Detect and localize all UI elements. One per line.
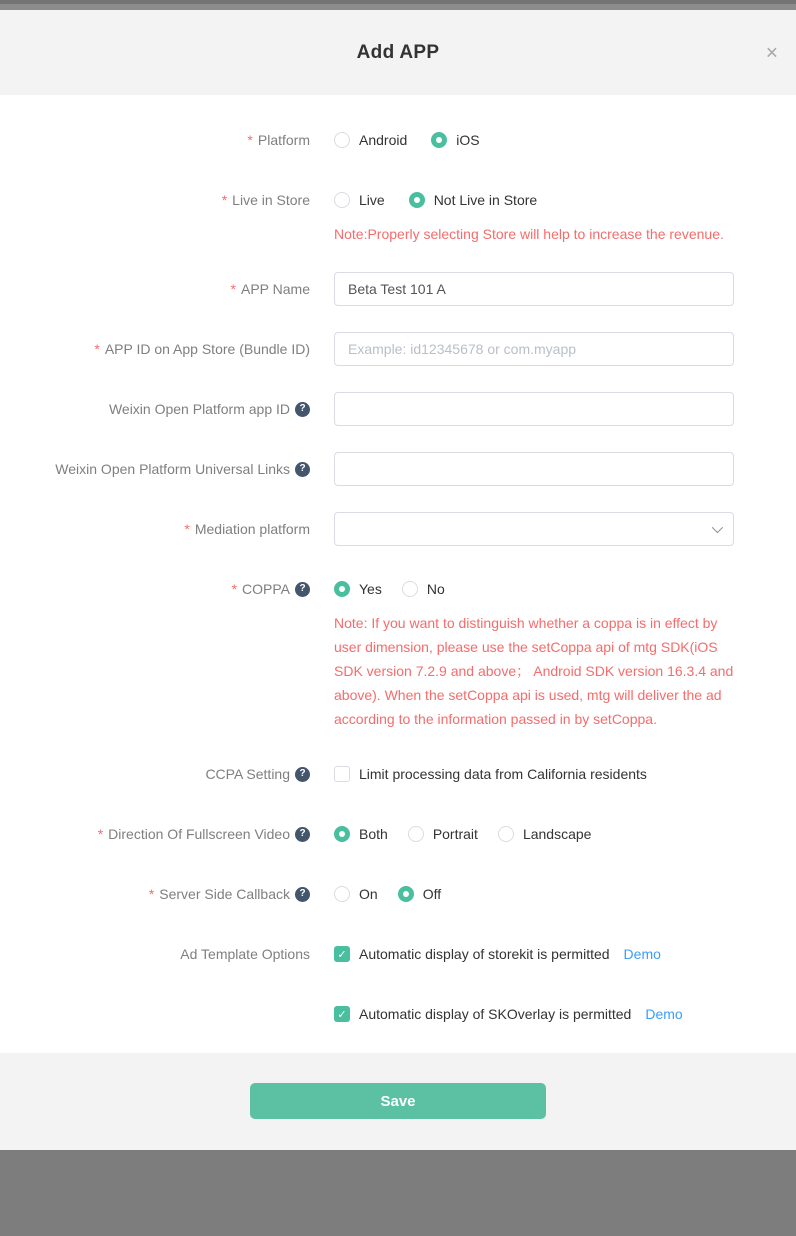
help-icon[interactable]: ? bbox=[295, 582, 310, 597]
checkbox-checked: ✓ bbox=[334, 946, 350, 962]
help-icon[interactable]: ? bbox=[295, 767, 310, 782]
field-label-app-id bbox=[0, 332, 310, 366]
form-row-live-in-store bbox=[0, 183, 796, 246]
field-label-text: Direction Of Fullscreen Video bbox=[108, 826, 290, 842]
field-label-weixin-app-id bbox=[0, 392, 310, 426]
field-label-platform bbox=[0, 123, 310, 157]
radio-direction-both[interactable] bbox=[334, 826, 388, 842]
field-label-text: Server Side Callback bbox=[159, 886, 290, 902]
radio-circle bbox=[408, 826, 424, 842]
radio-circle bbox=[498, 826, 514, 842]
radio-label: iOS bbox=[456, 132, 480, 148]
field-label-text: APP Name bbox=[241, 281, 310, 297]
checkbox-label: Limit processing data from California residents bbox=[359, 766, 647, 782]
radio-label: Not Live in Store bbox=[433, 192, 538, 208]
radio-label: On bbox=[359, 886, 378, 902]
required-asterisk: * bbox=[247, 132, 253, 148]
field-label-text: APP ID on App Store (Bundle ID) bbox=[104, 341, 310, 357]
field-label-text: Weixin Open Platform app ID bbox=[108, 401, 290, 417]
field-label-text: Mediation platform bbox=[194, 521, 310, 537]
radio-callback-on[interactable] bbox=[334, 886, 378, 902]
radio-circle bbox=[334, 886, 350, 902]
mediation-platform-select[interactable] bbox=[334, 512, 734, 546]
radio-callback-off[interactable] bbox=[398, 886, 441, 902]
checkbox-unchecked bbox=[334, 766, 350, 782]
field-label-direction bbox=[0, 817, 310, 851]
radio-circle-checked bbox=[398, 886, 414, 902]
demo-link-storekit[interactable]: Demo bbox=[623, 946, 661, 962]
radio-circle-checked bbox=[334, 826, 350, 842]
form-row-server-callback bbox=[0, 877, 796, 911]
page-backdrop-bottom bbox=[0, 1150, 796, 1165]
field-label-mediation-platform bbox=[0, 512, 310, 546]
radio-circle-checked bbox=[431, 132, 447, 148]
radio-label: No bbox=[426, 581, 445, 597]
form-row-ccpa bbox=[0, 757, 796, 791]
required-asterisk: * bbox=[94, 341, 100, 357]
radio-android[interactable] bbox=[334, 132, 407, 148]
form-row-app-name bbox=[0, 272, 796, 306]
ccpa-checkbox[interactable] bbox=[334, 766, 647, 782]
form-row-weixin-app-id bbox=[0, 392, 796, 426]
form-row-app-id bbox=[0, 332, 796, 366]
radio-circle bbox=[334, 192, 350, 208]
field-label-ccpa bbox=[0, 757, 310, 791]
field-label-text: Live in Store bbox=[232, 192, 310, 208]
radio-label: Landscape bbox=[522, 826, 592, 842]
field-label-weixin-universal-links bbox=[0, 452, 310, 486]
field-label-text: Platform bbox=[257, 132, 310, 148]
radio-circle bbox=[334, 132, 350, 148]
weixin-universal-links-input[interactable] bbox=[334, 452, 734, 486]
checkbox-skoverlay[interactable] bbox=[334, 1006, 631, 1022]
checkbox-label: Automatic display of storekit is permitted bbox=[359, 946, 610, 962]
field-label-live-in-store bbox=[0, 183, 310, 217]
note-coppa: Note: If you want to distinguish whether a coppa is in effect by user dimension, please use the setCoppa api of mtg SDK(iOS SDK version 7.2.9 and above； Android SDK version 16.3.4 and above). When the setCoppa api is used, mtg will deliver the ad according to the information passed in by setCoppa. bbox=[334, 615, 734, 727]
checkbox-label: Automatic display of SKOverlay is permitted bbox=[359, 1006, 632, 1022]
chevron-down-icon bbox=[712, 522, 723, 533]
help-icon[interactable]: ? bbox=[295, 887, 310, 902]
field-label-text: COPPA bbox=[242, 581, 290, 597]
radio-circle-checked bbox=[409, 192, 425, 208]
radio-direction-landscape[interactable] bbox=[498, 826, 592, 842]
radio-label: Live bbox=[359, 192, 385, 208]
field-label-text: Weixin Open Platform Universal Links bbox=[55, 461, 290, 477]
required-asterisk: * bbox=[97, 826, 104, 842]
help-icon[interactable]: ? bbox=[295, 827, 310, 842]
radio-circle bbox=[402, 581, 418, 597]
weixin-app-id-input[interactable] bbox=[334, 392, 734, 426]
form-row-platform bbox=[0, 123, 796, 157]
page-backdrop-top bbox=[0, 0, 796, 10]
field-label-coppa bbox=[0, 572, 310, 606]
field-label-server-callback bbox=[0, 877, 310, 911]
radio-direction-portrait[interactable] bbox=[408, 826, 478, 842]
close-icon[interactable]: × bbox=[765, 41, 778, 64]
radio-ios[interactable] bbox=[431, 132, 479, 148]
required-asterisk: * bbox=[148, 886, 155, 902]
radio-label: Yes bbox=[359, 581, 382, 597]
radio-coppa-yes[interactable] bbox=[334, 581, 382, 597]
radio-circle-checked bbox=[334, 581, 350, 597]
required-asterisk: * bbox=[230, 281, 236, 297]
checkbox-checked: ✓ bbox=[334, 1006, 350, 1022]
note-live-in-store: Note:Properly selecting Store will help to increase the revenue. bbox=[334, 226, 724, 242]
radio-label: Both bbox=[359, 826, 388, 842]
field-label-app-name bbox=[0, 272, 310, 306]
field-label-text: Ad Template Options bbox=[180, 946, 310, 962]
radio-label: Portrait bbox=[432, 826, 478, 842]
app-id-input[interactable] bbox=[334, 332, 734, 366]
form-row-direction bbox=[0, 817, 796, 851]
form-row-coppa bbox=[0, 572, 796, 731]
help-icon[interactable]: ? bbox=[295, 462, 310, 477]
required-asterisk: * bbox=[221, 192, 228, 208]
save-button[interactable]: Save bbox=[250, 1083, 546, 1119]
required-asterisk: * bbox=[184, 521, 190, 537]
modal-body bbox=[0, 95, 796, 1053]
modal-title: Add APP bbox=[356, 41, 440, 63]
radio-label: Android bbox=[359, 132, 408, 148]
form-row-weixin-universal-links bbox=[0, 452, 796, 486]
form-row-ad-template-options bbox=[0, 937, 796, 1031]
app-name-input[interactable] bbox=[334, 272, 734, 306]
checkbox-storekit[interactable] bbox=[334, 946, 610, 962]
modal-header bbox=[0, 10, 796, 95]
radio-coppa-no[interactable] bbox=[402, 581, 445, 597]
help-icon[interactable]: ? bbox=[295, 402, 310, 417]
radio-live[interactable] bbox=[334, 192, 385, 208]
field-label-ad-template-options bbox=[0, 937, 310, 971]
add-app-modal bbox=[0, 10, 796, 1150]
field-label-text: CCPA Setting bbox=[205, 766, 290, 782]
modal-footer bbox=[0, 1053, 796, 1150]
radio-label: Off bbox=[422, 886, 442, 902]
required-asterisk: * bbox=[231, 581, 238, 597]
form-row-mediation-platform bbox=[0, 512, 796, 546]
radio-not-live[interactable] bbox=[409, 192, 538, 208]
demo-link-skoverlay[interactable]: Demo bbox=[645, 1006, 683, 1022]
